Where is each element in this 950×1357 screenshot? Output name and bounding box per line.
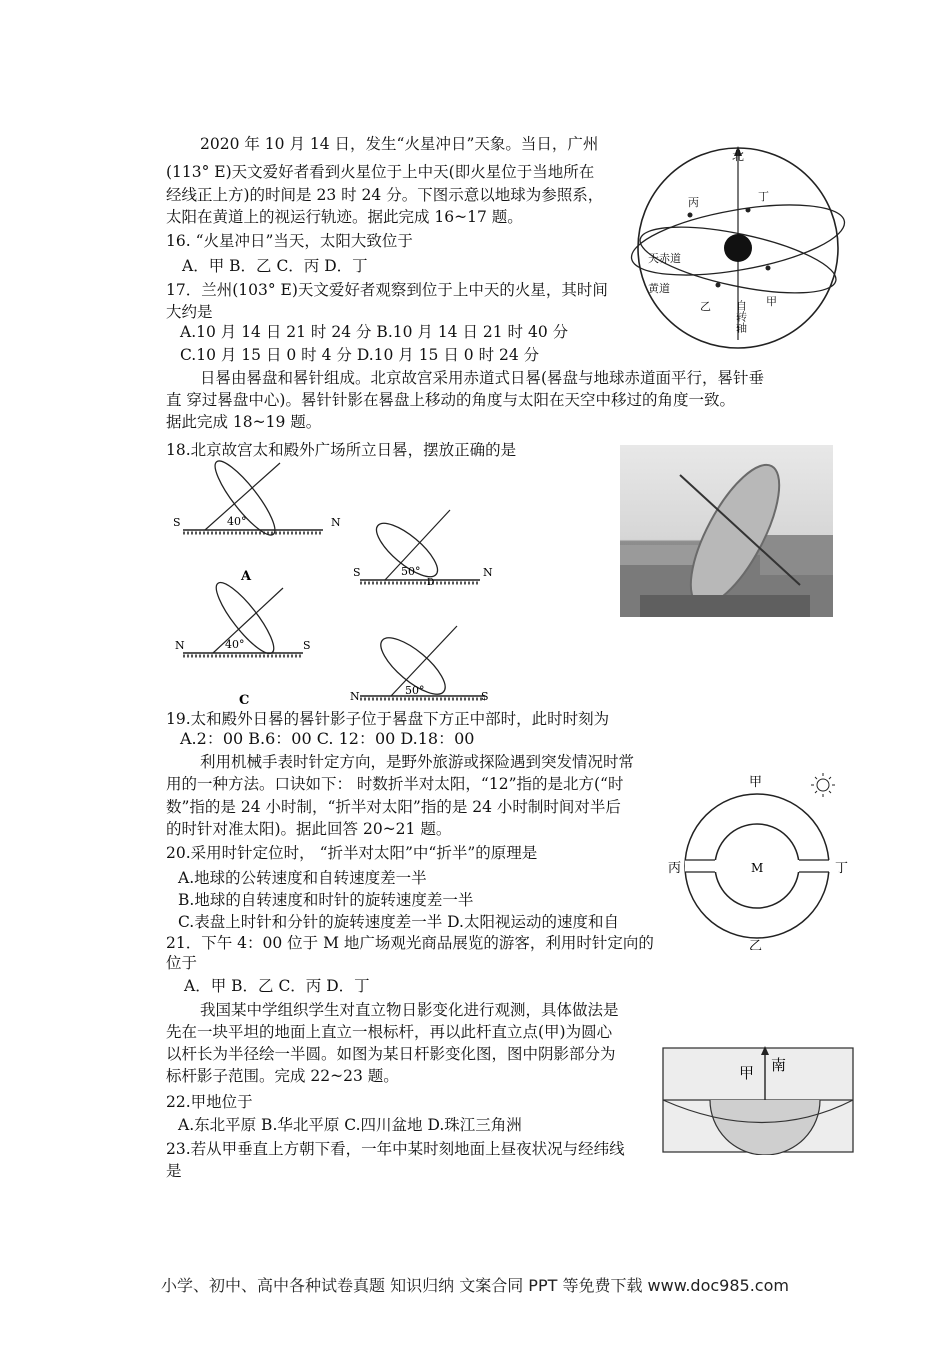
passage-3-line-1: 利用机械手表时针定方向，是野外旅游或探险遇到突发情况时常 [200, 753, 635, 771]
question-20-option-a: A.地球的公转速度和自转速度差一半 [178, 869, 427, 887]
m-location-label: M [751, 861, 764, 875]
passage-4-line-1: 我国某中学组织学生对直立物日影变化进行观测，具体做法是 [200, 1001, 619, 1019]
question-22: 22.甲地位于 [166, 1093, 253, 1111]
question-19: 19.太和殿外日晷的晷针影子位于晷盘下方正中部时，此时时刻为 [166, 710, 610, 728]
bing-label: 丙 [688, 196, 699, 209]
bing-direction-label: 丙 [668, 861, 682, 876]
option-a-s: S [173, 516, 181, 529]
ding-direction-label: 丁 [835, 861, 849, 876]
passage-1-line-4: 太阳在黄道上的视运行轨迹。据此完成 16~17 题。 [166, 208, 523, 226]
option-a-angle: 40° [227, 515, 247, 528]
question-22-options: A.东北平原 B.华北平原 C.四川盆地 D.珠江三角洲 [178, 1116, 522, 1134]
question-23-line-2: 是 [166, 1162, 182, 1180]
question-23-line-1: 23.若从甲垂直上方朝下看，一年中某时刻地面上昼夜状况与经纬线 [166, 1140, 625, 1158]
sundial-options-diagram [165, 458, 505, 706]
question-20-option-cd: C.表盘上时针和分针的旋转速度差一半 D.太阳视运动的速度和自 [178, 913, 619, 931]
question-20-option-b: B.地球的自转速度和时针的旋转速度差一半 [178, 891, 474, 909]
passage-1-line-1: 2020 年 10 月 14 日，发生“火星冲日”天象。当日，广州 [200, 135, 599, 153]
pole-shadow-diagram [655, 1040, 860, 1155]
yi-label: 乙 [700, 300, 711, 313]
option-b-s: S [353, 566, 361, 579]
option-c-sundial [175, 576, 311, 706]
question-18: 18.北京故宫太和殿外广场所立日晷，摆放正确的是 [166, 441, 517, 459]
jia-label: 甲 [766, 295, 777, 308]
option-d-sundial [350, 626, 489, 703]
option-d-angle: 50° [405, 684, 425, 697]
ecliptic-label: 黄道 [648, 282, 670, 295]
question-21-line-1: 21．下午 4：00 位于 M 地广场观光商品展览的游客，利用时针定向的 [166, 934, 654, 952]
question-21-options: A．甲 B．乙 C．丙 D．丁 [184, 977, 370, 995]
question-19-options: A.2：00 B.6：00 C. 12：00 D.18：00 [180, 729, 475, 748]
passage-2-line-1: 日晷由晷盘和晷针组成。北京故宫采用赤道式日晷(晷盘与地球赤道面平行，晷针垂 [200, 369, 765, 387]
passage-2-line-3: 据此完成 18~19 题。 [166, 413, 322, 431]
option-d-s: S [481, 690, 489, 703]
south-label: 南 [771, 1056, 787, 1074]
question-21-line-2: 位于 [166, 954, 198, 972]
option-b-angle: 50° [401, 565, 421, 578]
option-c-n: N [175, 639, 185, 652]
option-b-n: N [483, 566, 493, 579]
option-d-label-top: D [427, 578, 435, 588]
north-label: 北 [732, 149, 745, 163]
jia-direction-label: 甲 [749, 775, 763, 790]
option-c-angle: 40° [225, 638, 245, 651]
axis-label: 自转轴 [734, 300, 748, 333]
option-c-label: C [239, 693, 250, 706]
question-17-line-2: 大约是 [166, 303, 213, 321]
option-d-n: N [350, 690, 360, 703]
passage-4-line-4: 标杆影子范围。完成 22~23 题。 [166, 1067, 399, 1085]
passage-4-line-3: 以杆长为半径绘一半圆。如图为某日杆影变化图，图中阴影部分为 [166, 1045, 616, 1063]
option-a-n: N [331, 516, 341, 529]
ding-label: 丁 [758, 190, 769, 203]
passage-1-line-3: 经线正上方)的时间是 23 时 24 分。下图示意以地球为参照系， [166, 186, 604, 204]
passage-3-line-2: 用的一种方法。口诀如下： 时数折半对太阳，“12”指的是北方(“时 [166, 775, 624, 793]
passage-1-line-2: (113° E)天文爱好者看到火星位于上中天(即火星位于当地所在 [166, 163, 595, 181]
passage-4-line-2: 先在一块平坦的地面上直立一根标杆，再以此杆直立点(甲)为圆心 [166, 1023, 613, 1041]
passage-2-line-2: 直 穿过晷盘中心)。晷针针影在晷盘上移动的角度与太阳在天空中移过的角度一致。 [166, 391, 735, 409]
celestial-sphere-diagram [628, 140, 848, 350]
option-a-sundial [173, 458, 341, 584]
page-footer: 小学、初中、高中各种试卷真题 知识归纳 文案合同 PPT 等免费下载 www.doc985.com [161, 1276, 789, 1295]
watch-direction-diagram [665, 770, 855, 950]
jia-point-label: 甲 [739, 1064, 755, 1082]
question-17-options-2: C.10 月 15 日 0 时 4 分 D.10 月 15 日 0 时 24 分 [180, 346, 540, 364]
celestial-equator-label: 天赤道 [648, 252, 681, 265]
yi-direction-label: 乙 [749, 939, 763, 950]
question-17-options-1: A.10 月 14 日 21 时 24 分 B.10 月 14 日 21 时 40 分 [180, 323, 569, 341]
question-16: 16. “火星冲日”当天，太阳大致位于 [166, 232, 413, 250]
question-17-line-1: 17．兰州(103° E)天文爱好者观察到位于上中天的火星，其时间 [166, 281, 608, 299]
sundial-photo [620, 445, 833, 617]
passage-3-line-3: 数”指的是 24 小时制，“折半对太阳”指的是 24 小时制时间对半后 [166, 798, 621, 816]
option-c-s: S [303, 639, 311, 652]
option-b-sundial [353, 510, 493, 588]
question-16-options: A．甲 B．乙 C．丙 D．丁 [182, 257, 368, 275]
option-a-label: A [241, 569, 252, 584]
passage-3-line-4: 的时针对准太阳)。据此回答 20~21 题。 [166, 820, 452, 838]
question-20: 20.采用时针定位时， “折半对太阳”中“折半”的原理是 [166, 844, 538, 862]
